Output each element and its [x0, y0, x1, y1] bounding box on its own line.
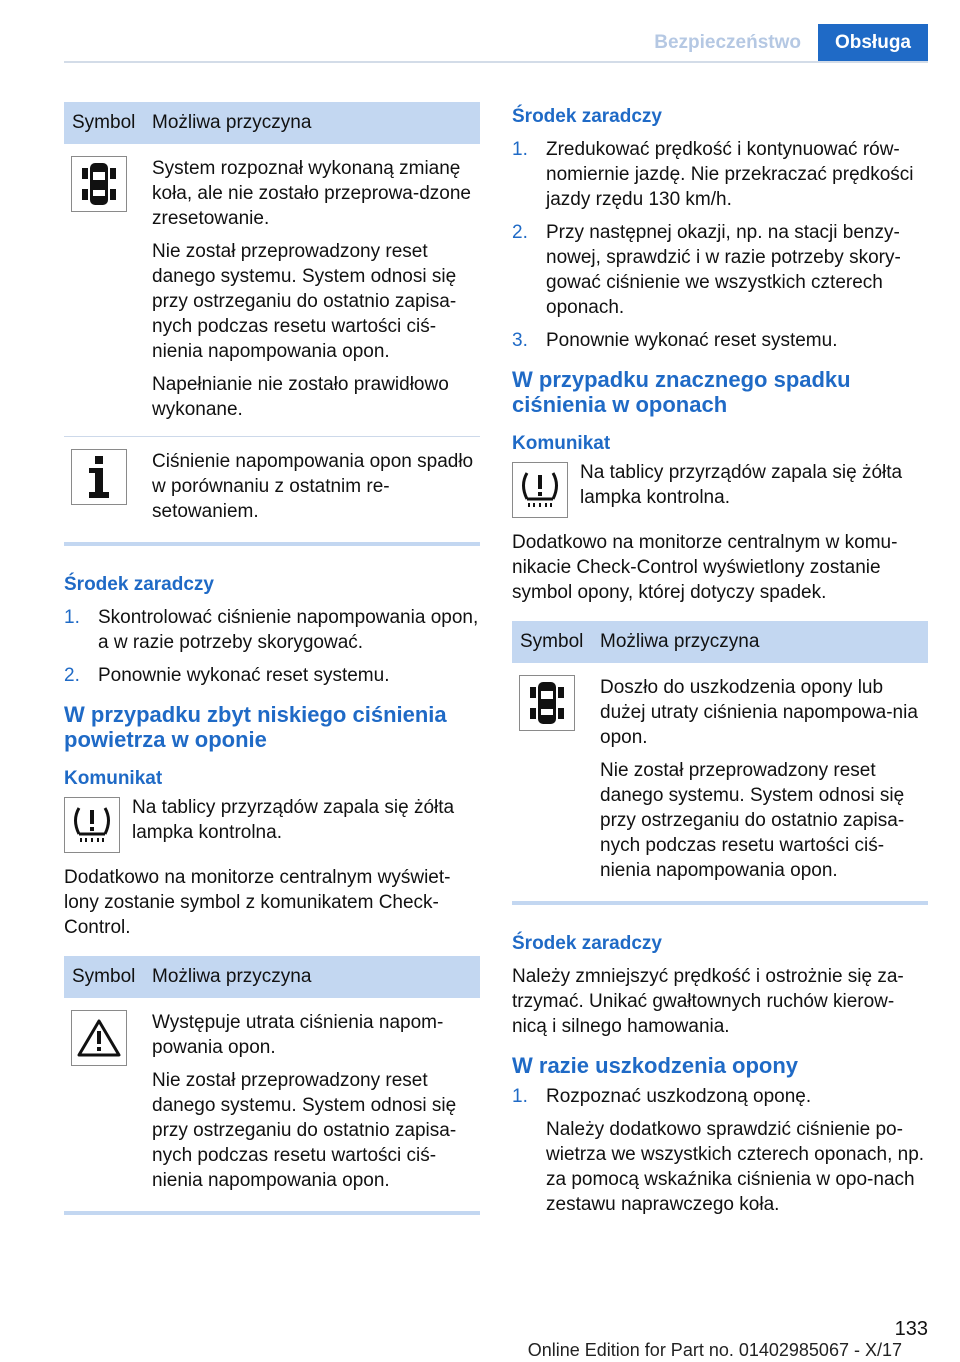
list-item: 1. Skontrolować ciśnienie napompowania opon, a w razie potrzeby skorygować. [64, 607, 479, 653]
remedy-steps [512, 137, 928, 353]
table-row [64, 144, 480, 436]
remedy-heading: Środek zaradczy [64, 574, 214, 595]
tire-warning-icon [64, 797, 120, 853]
table-header [64, 102, 480, 144]
cause-text: Napełnianie nie zostało prawidłowo wykonane. [152, 374, 449, 420]
table-row [64, 436, 480, 538]
col-cause-header: Możliwa przyczyna [152, 112, 312, 133]
remedy-heading: Środek zaradczy [512, 933, 662, 954]
warning-triangle-icon [71, 1010, 127, 1066]
header-active-tab[interactable]: Obsługa [818, 24, 928, 61]
list-item: 2. Ponownie wykonać reset systemu. [64, 665, 390, 686]
damage-steps [512, 1084, 928, 1217]
table-header [512, 621, 928, 663]
section-heading: W przypadku znacznego spadku ciśnienia w oponach [512, 367, 851, 417]
edition-note: Online Edition for Part no. 01402985067 - X/17 [527, 1340, 902, 1360]
header-section-tab[interactable]: Bezpieczeństwo [637, 24, 818, 61]
symbol-table-1 [64, 102, 480, 546]
cause-text: Nie został przeprowadzony reset danego systemu. System odnosi się przy ostrzeganiu do ostatnio zapisa-nych podczas resetu wartości ciś-nienia napompowania opon. [152, 1070, 457, 1191]
cause-text: System rozpoznał wykonaną zmianę koła, ale nie zostało przeprowa-dzone zresetowanie. [152, 158, 471, 229]
section-heading: W razie uszkodzenia opony [512, 1053, 799, 1078]
car-tires-icon [519, 675, 575, 731]
list-item: 3. Ponownie wykonać reset systemu. [512, 330, 838, 351]
col-symbol-header: Symbol [72, 966, 136, 987]
message-extra-text: Dodatkowo na monitorze centralnym wyświet-lony zostanie symbol z komunikatem Check-Control. [64, 867, 451, 938]
info-icon [71, 449, 127, 505]
cause-text: Nie został przeprowadzony reset danego systemu. System odnosi się przy ostrzeganiu do ostatnio zapisa-nych podczas resetu wartości ciś-nienia napompowania opon. [600, 760, 905, 881]
section-heading: W przypadku zbyt niskiego ciśnienia powietrza w oponie [64, 702, 447, 752]
table-row [64, 998, 480, 1207]
cause-text: Doszło do uszkodzenia opony lub dużej utraty ciśnienia napompowa-nia opon. [600, 677, 918, 748]
list-item: 1. Rozpoznać uszkodzoną oponę. Należy dodatkowo sprawdzić ciśnienie po-wietrza we wszystkich czterech oponach, np. za pomocą wskaźnika ciśnienia w opo-nach zestawu naprawczego koła. [512, 1086, 925, 1215]
remedy-heading: Środek zaradczy [512, 106, 662, 127]
left-column [64, 102, 480, 1215]
message-extra-text: Dodatkowo na monitorze centralnym w komu-nikacie Check-Control wyświetlony zostanie symbol opony, której dotyczy spadek. [512, 532, 898, 603]
col-cause-header: Możliwa przyczyna [152, 966, 312, 987]
page-header [637, 24, 928, 61]
list-item: 2. Przy następnej okazji, np. na stacji benzy-nowej, sprawdzić i w razie potrzeby skory-gować ciśnienie we wszystkich czterech oponach. [512, 222, 901, 318]
symbol-table-2 [64, 956, 480, 1215]
message-heading: Komunikat [64, 768, 163, 789]
message-text: Na tablicy przyrządów zapala się żółta lampka kontrolna. [132, 797, 455, 843]
table-end-rule [64, 1211, 480, 1215]
message-text: Na tablicy przyrządów zapala się żółta lampka kontrolna. [580, 462, 903, 508]
remedy-steps [64, 605, 480, 688]
cause-text: Występuje utrata ciśnienia napom-powania opon. [152, 1012, 444, 1058]
symbol-table-3 [512, 621, 928, 905]
cause-text: Ciśnienie napompowania opon spadło w porównaniu z ostatnim re-setowaniem. [152, 451, 474, 522]
right-column [512, 102, 928, 1225]
message-block [64, 797, 480, 853]
cause-text: Nie został przeprowadzony reset danego systemu. System odnosi się przy ostrzeganiu do ostatnio zapisa-nych podczas resetu wartości ciś-nienia napompowania opon. [152, 241, 457, 362]
table-row [512, 663, 928, 897]
col-symbol-header: Symbol [72, 112, 136, 133]
col-cause-header: Możliwa przyczyna [600, 631, 760, 652]
header-rule [64, 61, 928, 63]
col-symbol-header: Symbol [520, 631, 584, 652]
list-item: 1. Zredukować prędkość i kontynuować rów-nomiernie jazdę. Nie przekraczać prędkości jazdy rzędu 130 km/h. [512, 139, 914, 210]
message-heading: Komunikat [512, 433, 611, 454]
message-block [512, 462, 928, 518]
car-tires-icon [71, 156, 127, 212]
tire-warning-icon [512, 462, 568, 518]
table-header [64, 956, 480, 998]
page-number: 133 [894, 1318, 928, 1340]
remedy-text: Należy zmniejszyć prędkość i ostrożnie się za-trzymać. Unikać gwałtownych ruchów kierow-nicą i silnego hamowania. [512, 966, 904, 1037]
